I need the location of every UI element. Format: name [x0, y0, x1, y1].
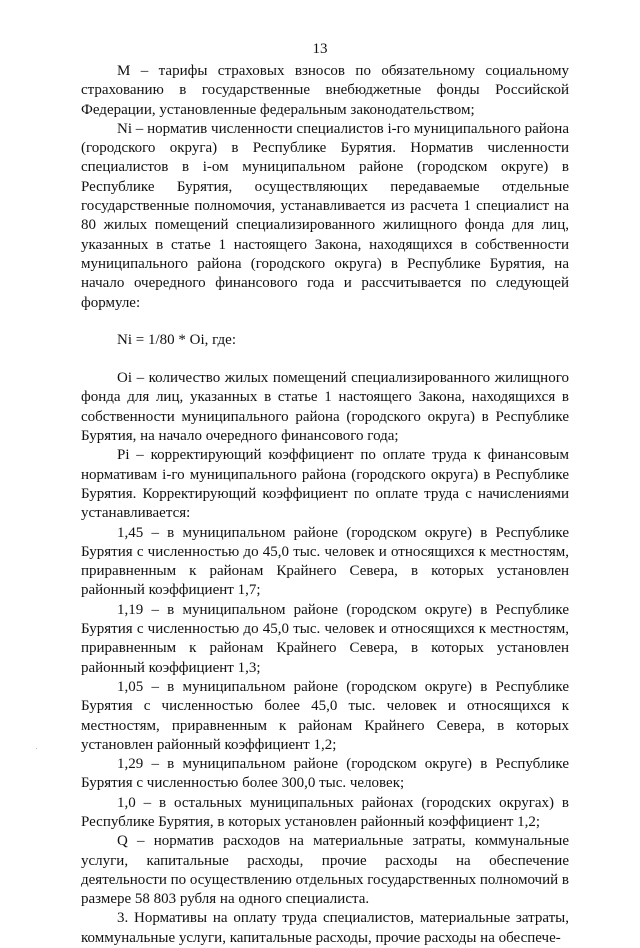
scan-mark: [36, 748, 37, 749]
paragraph-pi-definition: Pi – корректирующий коэффициент по оплате труда к финансовым нормативам i-го муниципального района (городского округа) в Республике Бурятия. Корректирующий коэффициент по оплате труда с начислениями устанавливается:: [81, 447, 569, 522]
paragraph-coefficient-1-45: 1,45 – в муниципальном районе (городском округе) в Республике Бурятия с численностью до 45,0 тыс. человек и относящихся к местностям, приравненным к районам Крайнего Севера, в которых установлен районный коэффициент 1,7;: [81, 524, 569, 599]
formula-ni: Ni = 1/80 * Oi, где:: [117, 331, 236, 348]
page-number: 13: [312, 41, 328, 57]
paragraph-coefficient-1-29: 1,29 – в муниципальном районе (городском округе) в Республике Бурятия с численностью более 300,0 тыс. человек;: [81, 756, 569, 792]
paragraph-ni-definition: Ni – норматив численности специалистов i-го муниципального района (городского округа) в Республике Бурятия. Норматив численности специалистов в i-ом муниципальном районе (городском округе) в Республике Бурятия, осуществляющих передаваемые отдельные государственные полномочия, устанавливается из расчета 1 специалист на 80 жилых помещений специализированного жилищного фонда для лиц, указанных в статье 1 настоящего Закона, находящихся в собственности муниципального района (городского округа) в Республике Бурятия, на начало очередного финансового года и рассчитывается по следующей формуле:: [81, 120, 569, 311]
paragraph-coefficient-1-19: 1,19 – в муниципальном районе (городском округе) в Республике Бурятия с численностью до 45,0 тыс. человек и относящихся к местностям, приравненным к районам Крайнего Севера, в которых установлен районный коэффициент 1,3;: [81, 601, 569, 676]
paragraph-coefficient-1-05: 1,05 – в муниципальном районе (городском округе) в Республике Бурятия с численностью более 45,0 тыс. человек и относящихся к местностям, приравненным к районам Крайнего Севера, в которых установлен районный коэффициент 1,2;: [81, 678, 569, 753]
document-body: [81, 62, 569, 948]
paragraph-oi-definition: Oi – количество жилых помещений специализированного жилищного фонда для лиц, указанных в статье 1 настоящего Закона, находящихся в собственности муниципального района (городского округа) в Республике Бурятия, на начало очередного финансового года;: [81, 370, 569, 445]
paragraph-item-3: 3. Нормативы на оплату труда специалистов, материальные затраты, коммунальные услуги, капитальные расходы, прочие расходы на обеспече-: [81, 910, 569, 946]
paragraph-coefficient-1-0: 1,0 – в остальных муниципальных районах (городских округах) в Республике Бурятия, в которых установлен районный коэффициент 1,2;: [81, 794, 569, 830]
paragraph-q-definition: Q – норматив расходов на материальные затраты, коммунальные услуги, капитальные расходы, прочие расходы на обеспечение деятельности по осуществлению отдельных государственных полномочий в размере 58 803 рубля на одного специалиста.: [81, 833, 569, 908]
paragraph-m-definition: M – тарифы страховых взносов по обязательному социальному страхованию в государственные внебюджетные фонды Российской Федерации, установленные федеральным законодательством;: [81, 63, 569, 118]
